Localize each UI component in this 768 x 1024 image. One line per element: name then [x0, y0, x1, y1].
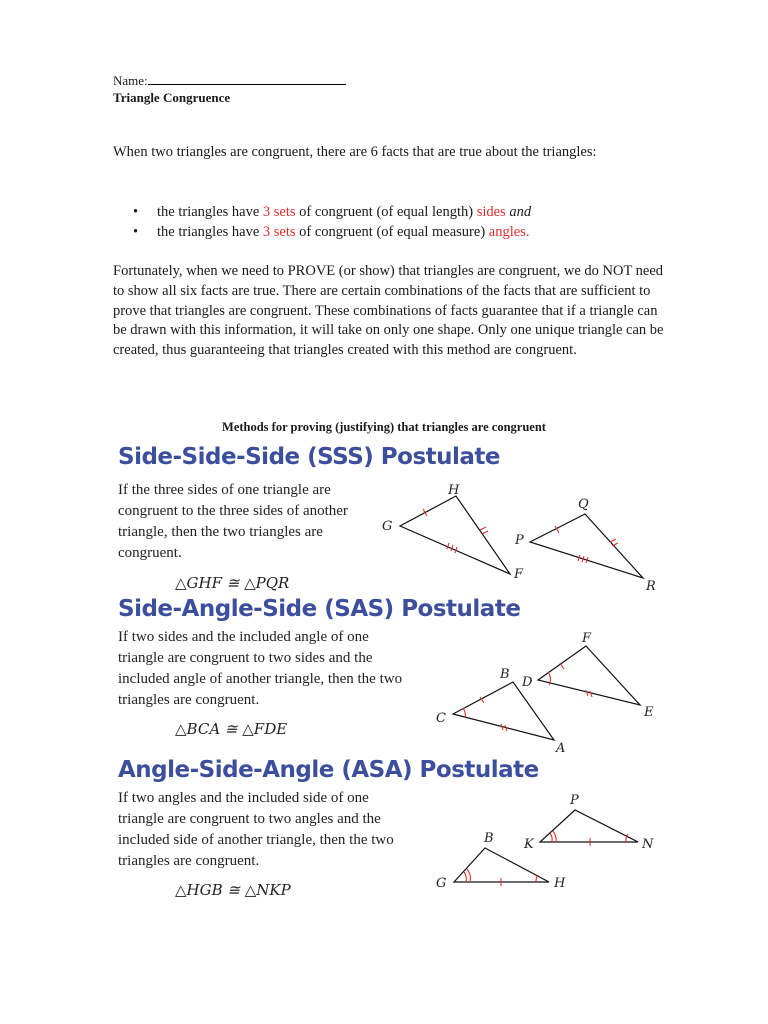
- vertex-label: C: [436, 711, 446, 726]
- sas-congruence-statement: △BCA ≅ △FDE: [175, 720, 288, 738]
- vertex-label: H: [448, 483, 460, 498]
- list-item: • the triangles have 3 sets of congruent (of equal measure) angles.: [133, 222, 531, 242]
- sas-triangles-figure: [426, 628, 666, 758]
- intro-text: When two triangles are congruent, there are 6 facts that are true about the triangles:: [113, 144, 597, 160]
- list-item: • the triangles have 3 sets of congruent (of equal length) sides and: [133, 202, 531, 222]
- vertex-label: Q: [578, 497, 589, 512]
- vertex-label: R: [646, 579, 656, 594]
- sss-postulate-body: If the three sides of one triangle are congruent to the three sides of another triangle, then the two triangles are congruent.: [118, 482, 348, 561]
- triangle-pqr: [530, 514, 643, 578]
- vertex-label: N: [642, 837, 654, 852]
- asa-congruence-statement: △HGB ≅ △NKP: [175, 881, 291, 899]
- facts-list: [133, 202, 531, 242]
- vertex-label: B: [484, 831, 494, 846]
- vertex-label: E: [644, 705, 654, 720]
- asa-triangles-figure: [426, 790, 666, 900]
- name-field: [113, 72, 346, 89]
- triangle-nkp: [540, 810, 638, 842]
- name-blank-line: [148, 72, 346, 85]
- vertex-label: D: [522, 675, 533, 690]
- sss-triangles-figure: [376, 478, 666, 598]
- name-label: Name:: [113, 73, 148, 88]
- vertex-label: G: [436, 876, 447, 891]
- vertex-label: F: [582, 631, 592, 646]
- vertex-label: B: [500, 667, 510, 682]
- triangle-fde: [538, 646, 640, 705]
- vertex-label: P: [515, 533, 524, 548]
- sss-postulate-title: Side-Side-Side (SSS) Postulate: [118, 444, 501, 470]
- methods-heading: Methods for proving (justifying) that triangles are congruent: [222, 420, 546, 434]
- explanation-paragraph: Fortunately, when we need to PROVE (or show) that triangles are congruent, we do NOT need to show all six facts are true. There are certain combinations of the facts that are sufficient to prove that triangles are congruent. These combinations of facts guarantee that if a triangle can be drawn with this information, it will take on only one shape. Only one unique triangle can be created, thus guaranteeing that triangles created with this method are congruent.: [113, 263, 664, 359]
- triangle-ghf: [400, 496, 510, 574]
- triangle-bca: [453, 682, 554, 740]
- vertex-label: P: [570, 793, 579, 808]
- vertex-label: K: [524, 837, 534, 852]
- sss-congruence-statement: △GHF ≅ △PQR: [175, 574, 290, 592]
- vertex-label: A: [556, 741, 566, 756]
- triangle-hgb: [454, 848, 549, 882]
- sas-postulate-title: Side-Angle-Side (SAS) Postulate: [118, 596, 521, 622]
- asa-postulate-title: Angle-Side-Angle (ASA) Postulate: [118, 757, 539, 783]
- vertex-label: H: [554, 876, 566, 891]
- sas-postulate-body: If two sides and the included angle of one triangle are congruent to two sides and the included angle of another triangle, then the two triangles are congruent.: [118, 629, 403, 708]
- vertex-label: F: [514, 567, 524, 582]
- asa-postulate-body: If two angles and the included side of one triangle are congruent to two angles and the included side of another triangle, then the two triangles are congruent.: [118, 790, 394, 869]
- vertex-label: G: [382, 519, 393, 534]
- document-title: Triangle Congruence: [113, 90, 231, 105]
